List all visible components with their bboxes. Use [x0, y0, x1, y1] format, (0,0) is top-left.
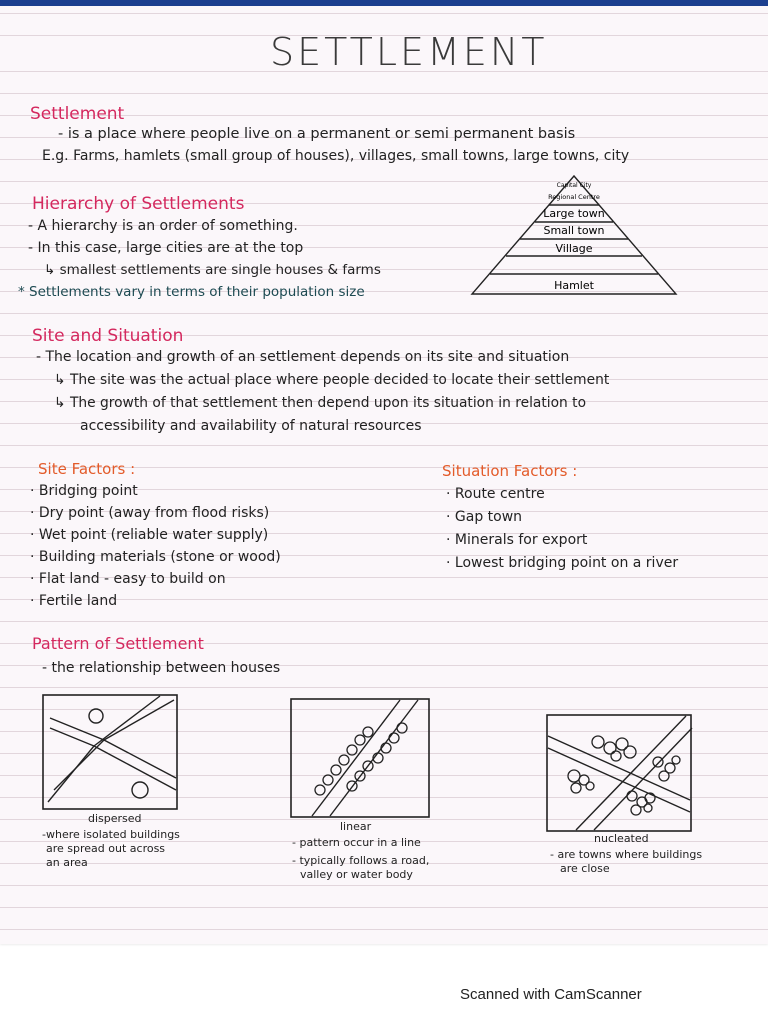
dispersed-label: dispersed — [88, 812, 142, 825]
site-situation-line-4: accessibility and availability of natural resources — [80, 418, 422, 434]
notebook-page — [0, 6, 768, 944]
situation-factor-1: · Route centre — [446, 486, 545, 502]
dispersed-desc-2: are spread out across — [46, 842, 166, 855]
settlement-heading: Settlement — [30, 104, 125, 124]
hierarchy-bullet-1: - A hierarchy is an order of something. — [28, 218, 298, 234]
linear-desc-2: - typically follows a road, — [292, 854, 430, 867]
dispersed-desc-3: an area — [46, 856, 88, 869]
pyramid-level-regional-centre: Regional Centre — [548, 193, 600, 201]
linear-label: linear — [340, 820, 372, 833]
situation-factor-4: · Lowest bridging point on a river — [446, 555, 679, 571]
page-title: SETTLEMENT — [270, 30, 548, 74]
settlement-examples: E.g. Farms, hamlets (small group of houses), villages, small towns, large towns, city — [42, 148, 630, 164]
situation-factor-2: · Gap town — [446, 509, 523, 525]
pyramid-level-small-town: Small town — [543, 224, 605, 237]
linear-desc-1: - pattern occur in a line — [292, 836, 421, 849]
situation-factor-3: · Minerals for export — [446, 532, 588, 548]
dispersed-pattern-diagram — [42, 694, 178, 810]
site-factor-5: · Flat land - easy to build on — [30, 571, 226, 587]
pyramid-level-hamlet: Hamlet — [554, 279, 594, 292]
settlement-definition: - is a place where people live on a permanent or semi permanent basis — [58, 126, 576, 142]
situation-factors-heading: Situation Factors : — [442, 462, 578, 480]
linear-desc-3: valley or water body — [300, 868, 413, 881]
nucleated-pattern-diagram — [546, 714, 692, 832]
hierarchy-heading: Hierarchy of Settlements — [32, 194, 245, 214]
pyramid-level-village: Village — [555, 242, 593, 255]
site-factor-2: · Dry point (away from flood risks) — [30, 505, 270, 521]
pyramid-level-capital-city: Capital City — [556, 182, 592, 189]
linear-pattern-diagram — [290, 698, 430, 818]
hierarchy-bullet-2: - In this case, large cities are at the top — [28, 240, 304, 256]
site-factor-1: · Bridging point — [30, 483, 138, 499]
site-factor-6: · Fertile land — [30, 593, 118, 609]
hierarchy-star-note: * Settlements vary in terms of their population size — [18, 284, 365, 300]
site-factor-4: · Building materials (stone or wood) — [30, 549, 281, 565]
nucleated-desc-2: are close — [560, 862, 610, 875]
pyramid-level-large-town: Large town — [543, 207, 605, 220]
site-situation-line-2: ↳ The site was the actual place where people decided to locate their settlement — [54, 372, 610, 388]
pattern-heading: Pattern of Settlement — [32, 634, 204, 653]
dispersed-desc-1: -where isolated buildings — [42, 828, 180, 841]
site-factor-3: · Wet point (reliable water supply) — [30, 527, 269, 543]
site-situation-line-3: ↳ The growth of that settlement then depend upon its situation in relation to — [54, 395, 587, 411]
camscanner-watermark: Scanned with CamScanner — [460, 986, 642, 1003]
nucleated-desc-1: - are towns where buildings — [550, 848, 703, 861]
settlement-hierarchy-pyramid — [468, 174, 680, 298]
nucleated-label: nucleated — [594, 832, 649, 845]
site-situation-line-1: - The location and growth of an settlement depends on its site and situation — [36, 349, 570, 365]
site-situation-heading: Site and Situation — [32, 326, 184, 346]
hierarchy-bullet-3: ↳ smallest settlements are single houses & farms — [44, 262, 381, 278]
site-factors-heading: Site Factors : — [38, 460, 136, 478]
pattern-subtitle: - the relationship between houses — [42, 660, 281, 676]
